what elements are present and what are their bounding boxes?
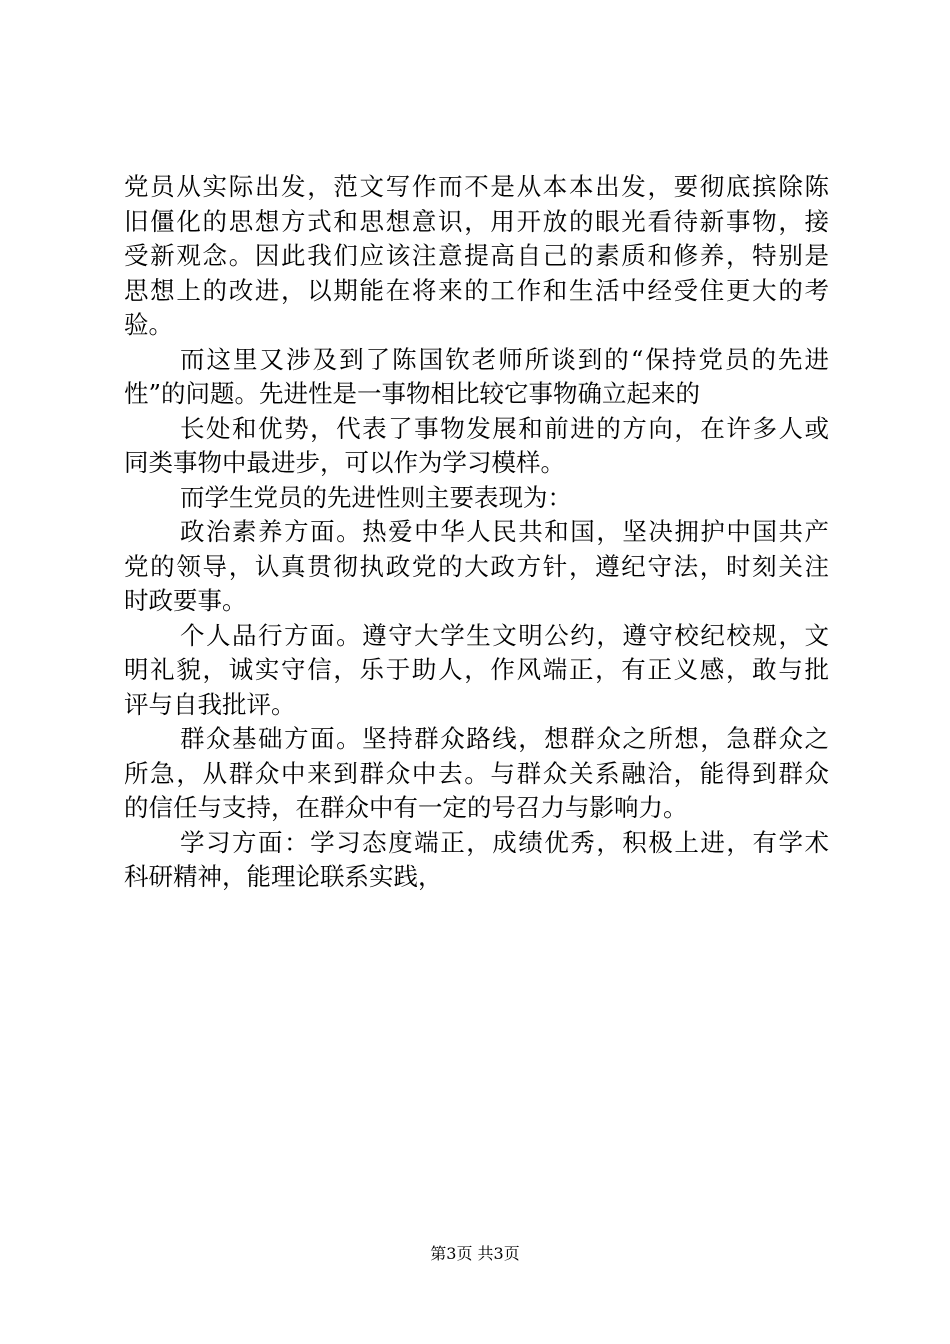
text-line: 党员从实际出发，范文写作而不是从本本出发，要彻底摈除陈 xyxy=(124,172,829,201)
text-line: 政治素养方面。热爱中华人民共和国，坚决拥护中国共产 xyxy=(180,517,829,546)
text-line: 而学生党员的先进性则主要表现为： xyxy=(180,482,572,512)
text-line: 性”的问题。先进性是一事物相比较它事物确立起来的 xyxy=(124,379,701,408)
body-text xyxy=(124,170,829,895)
text-line: 受新观念。因此我们应该注意提高自己的素质和修养，特别是 xyxy=(124,241,829,270)
text-line: 旧僵化的思想方式和思想意识，用开放的眼光看待新事物，接 xyxy=(124,206,829,236)
text-line: 党的领导，认真贯彻执政党的大政方针，遵纪守法，时刻关注 xyxy=(124,551,829,581)
text-line: 时政要事。 xyxy=(124,586,247,615)
text-line: 验。 xyxy=(124,310,173,339)
text-line: 评与自我批评。 xyxy=(124,689,296,719)
text-line: 长处和优势，代表了事物发展和前进的方向，在许多人或 xyxy=(180,413,829,443)
text-line: 学习方面：学习态度端正，成绩优秀，积极上进，有学术 xyxy=(180,827,829,857)
text-line: 同类事物中最进步，可以作为学习模样。 xyxy=(124,448,565,477)
text-line: 所急，从群众中来到群众中去。与群众关系融洽，能得到群众 xyxy=(124,758,829,788)
text-line: 个人品行方面。遵守大学生文明公约，遵守校纪校规，文 xyxy=(180,620,829,650)
text-line: 明礼貌，诚实守信，乐于助人，作风端正，有正义感，敢与批 xyxy=(124,655,829,684)
text-line: 思想上的改进，以期能在将来的工作和生活中经受住更大的考 xyxy=(124,275,829,305)
text-line: 群众基础方面。坚持群众路线，想群众之所想，急群众之 xyxy=(180,724,829,753)
text-line: 的信任与支持，在群众中有一定的号召力与影响力。 xyxy=(124,793,688,822)
page-footer: 第3页 共3页 xyxy=(430,1244,520,1263)
text-line: 而这里又涉及到了陈国钦老师所谈到的“保持党员的先进 xyxy=(180,344,829,374)
text-line: 科研精神，能理论联系实践， xyxy=(124,862,443,891)
